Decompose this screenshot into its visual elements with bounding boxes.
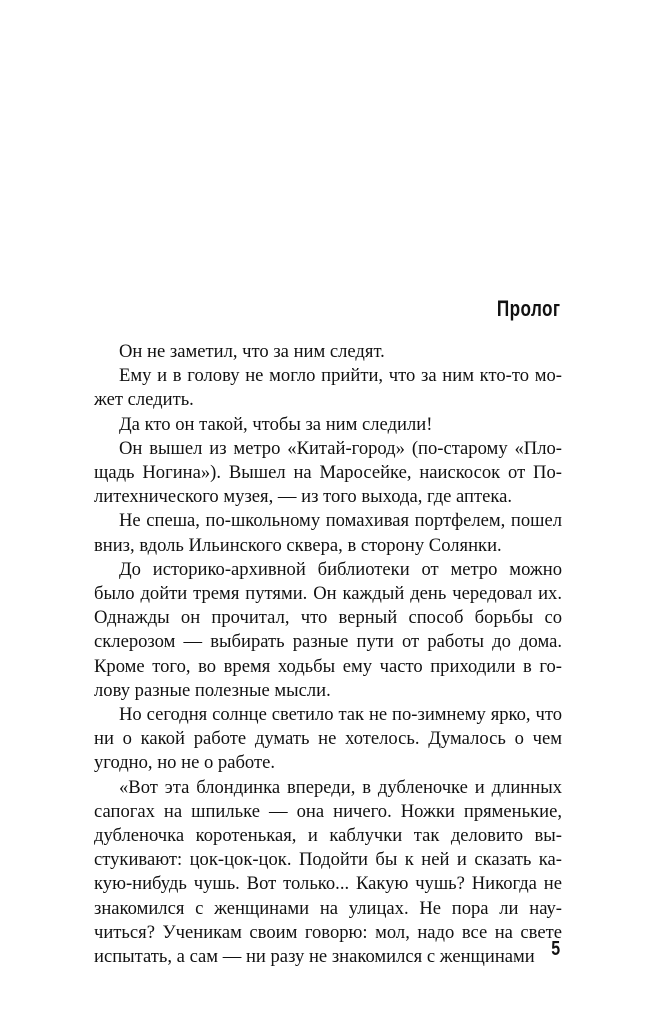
paragraph: Он вышел из метро «Китай-город» (по-старому «Площадь Ногина»). Вышел на Маросейке, наискосок от Политехнического музея, — из того выхода, где аптека. bbox=[94, 437, 562, 508]
paragraph: До историко-архивной библиотеки от метро можно было дойти тремя путями. Он каждый день чередовал их. Однажды он прочитал, что верный способ борьбы со склерозом — выбирать разные пути от работы до дома. Кроме того, во время ходьбы ему часто приходили в голову разные полезные мысли. bbox=[94, 558, 562, 701]
paragraph: Но сегодня солнце светило так не по-зимнему ярко, что ни о какой работе думать не хотелось. Думалось о чем угодно, но не о работе. bbox=[94, 704, 562, 774]
paragraph: Да кто он такой, чтобы за ним следили! bbox=[119, 413, 433, 435]
paragraph: Не спеша, по-школьному помахивая портфелем, пошел вниз, вдоль Ильинского сквера, в сторону Солянки. bbox=[94, 510, 562, 556]
body-text bbox=[94, 340, 562, 969]
page-number: 5 bbox=[551, 938, 560, 960]
paragraph: Он не заметил, что за ним следят. bbox=[119, 341, 385, 362]
paragraph: Ему и в голову не могло прийти, что за ним кто-то может следить. bbox=[94, 365, 562, 411]
paragraph: «Вот эта блондинка впереди, в дубленочке и длинных сапогах на шпильке — она ничего. Ножки пряменькие, дубленочка коротенькая, и каблучки так деловито выстукивают: цок-цок-цок. Подойти бы к ней и сказать какую-нибудь чушь. Вот только... Какую чушь? Никогда не знакомился с женщинами на улицах. Не пора ли научиться? Ученикам своим говорю: мол, надо все на свете испытать, а сам — ни разу не знакомился с женщинами bbox=[94, 776, 562, 968]
chapter-title: Пролог bbox=[496, 296, 560, 321]
